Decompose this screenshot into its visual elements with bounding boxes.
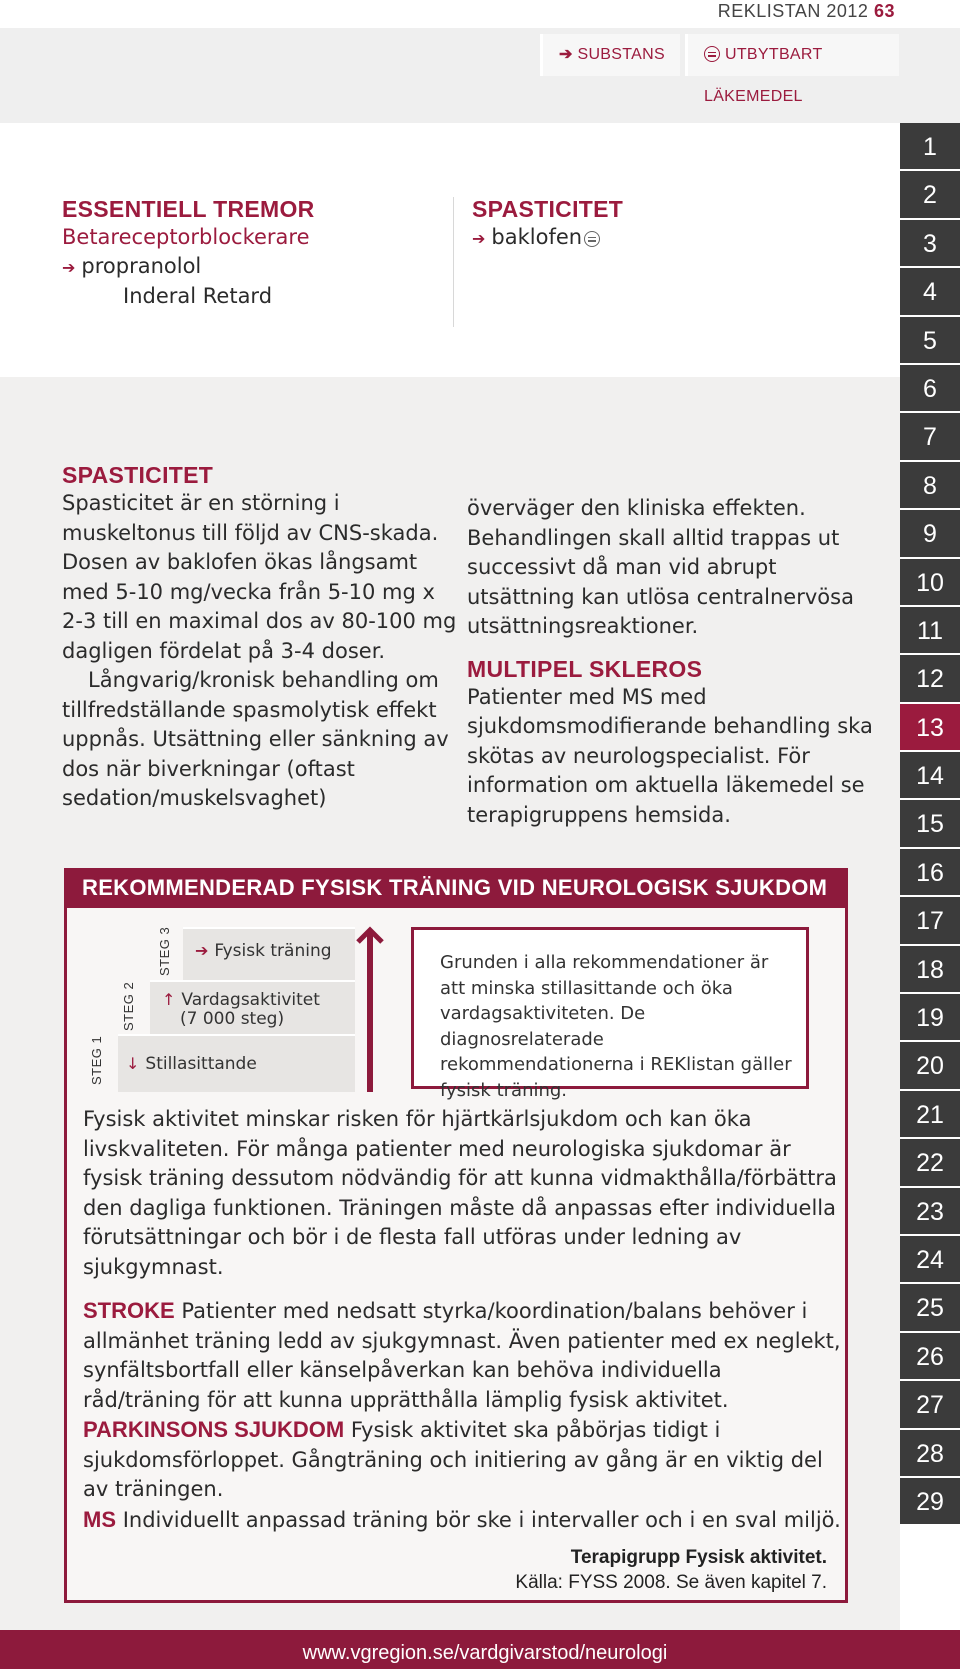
chapter-tab-12[interactable]: 12 xyxy=(900,655,960,703)
tab-substans[interactable] xyxy=(540,34,680,76)
stroke-text: Patienter med nedsatt styrka/koordination/balans behöver i allmänhet träning ledd av sjukgymnast. Även patienter med ex neglekt, synfältsbortfall eller känselpåverkan kan behöva individuella råd/träning för att kunna upprätthålla lämplig fysisk aktivitet. xyxy=(83,1299,841,1412)
spasticitet-drug-section xyxy=(472,196,852,253)
chapter-tab-16[interactable]: 16 xyxy=(900,849,960,897)
chapter-tab-11[interactable]: 11 xyxy=(900,607,960,655)
chapter-index xyxy=(900,123,960,1526)
drug-class: Betareceptorblockerare xyxy=(62,225,310,249)
chapter-tab-8[interactable]: 8 xyxy=(900,462,960,510)
ms-paragraph: Patienter med MS med sjukdomsmodifierande behandling ska skötas av neurologspecialist. För information om aktuella läkemedel se terapigruppens hemsida. xyxy=(467,684,873,827)
grund-box xyxy=(411,927,809,1101)
brand-inderal-retard: Inderal Retard xyxy=(123,284,273,308)
chapter-tab-24[interactable]: 24 xyxy=(900,1236,960,1284)
credit-line-1: Terapigrupp Fysisk aktivitet. xyxy=(570,1547,827,1568)
chapter-tab-9[interactable]: 9 xyxy=(900,510,960,558)
page-label xyxy=(718,0,895,22)
chapter-tab-29[interactable]: 29 xyxy=(900,1478,960,1526)
step-1 xyxy=(118,1034,355,1092)
chapter-tab-25[interactable]: 25 xyxy=(900,1284,960,1332)
chapter-tab-23[interactable]: 23 xyxy=(900,1188,960,1236)
chapter-tab-28[interactable]: 28 xyxy=(900,1430,960,1478)
step-3 xyxy=(183,927,355,981)
chapter-tab-17[interactable]: 17 xyxy=(900,897,960,945)
page-number: 63 xyxy=(873,1,895,21)
equal-circle-icon xyxy=(704,46,720,62)
tab-substans-label: SUBSTANS xyxy=(577,46,665,63)
chapter-tab-7[interactable]: 7 xyxy=(900,413,960,461)
chapter-tab-20[interactable]: 20 xyxy=(900,1042,960,1090)
grund-text: Grunden i alla rekommendationer är att minska stillasittande och öka vardagsaktiviteten. De diagnosrelaterade rekommendationerna i REKlistan gäller fysisk träning. xyxy=(440,952,792,1101)
step-2-label: Vardagsaktivitet xyxy=(181,990,320,1010)
stroke-keyword: STROKE xyxy=(83,1298,175,1323)
right-text-column xyxy=(467,494,877,830)
equal-circle-icon xyxy=(584,231,600,247)
publication-name: REKLISTAN 2012 xyxy=(717,1,869,21)
spasticitet-text-column xyxy=(62,462,462,814)
ms-text: Individuellt anpassad träning bör ske i intervaller och i en sval miljö. xyxy=(122,1507,841,1532)
chapter-tab-22[interactable]: 22 xyxy=(900,1139,960,1187)
arrow-right-icon: ➔ xyxy=(472,229,486,248)
chapter-tab-2[interactable]: 2 xyxy=(900,171,960,219)
parkinson-keyword: PARKINSONS SJUKDOM xyxy=(83,1417,345,1442)
chapter-tab-18[interactable]: 18 xyxy=(900,946,960,994)
spasticitet-heading: SPASTICITET xyxy=(472,196,624,222)
chapter-tab-6[interactable]: 6 xyxy=(900,365,960,413)
column-divider xyxy=(453,197,454,327)
chapter-tab-14[interactable]: 14 xyxy=(900,752,960,800)
chapter-tab-26[interactable]: 26 xyxy=(900,1333,960,1381)
tab-utbytbart[interactable] xyxy=(685,34,899,105)
spasticitet-text-heading: SPASTICITET xyxy=(62,462,214,488)
chapter-tab-15[interactable]: 15 xyxy=(900,800,960,848)
up-arrow-icon xyxy=(356,926,384,1092)
drug-baklofen[interactable]: baklofen xyxy=(491,225,583,249)
step-2-sublabel: (7 000 steg) xyxy=(180,1009,285,1029)
essentiell-tremor-section xyxy=(62,196,442,311)
drug-propranolol[interactable]: propranolol xyxy=(81,254,202,278)
ms-heading: MULTIPEL SKLEROS xyxy=(467,655,703,682)
chapter-tab-21[interactable]: 21 xyxy=(900,1091,960,1139)
steg-3-label: STEG 3 xyxy=(157,926,172,976)
steg-1-label: STEG 1 xyxy=(89,1035,104,1085)
chapter-tab-13[interactable]: 13 xyxy=(900,704,960,752)
credit-line-2: Källa: FYSS 2008. Se även kapitel 7. xyxy=(515,1572,827,1593)
chapter-tab-4[interactable]: 4 xyxy=(900,268,960,316)
arrow-up-icon: ↑ xyxy=(162,990,176,1009)
arrow-up-icon: ➔ xyxy=(195,941,209,960)
chapter-tab-3[interactable]: 3 xyxy=(900,220,960,268)
arrow-right-icon: ➔ xyxy=(62,258,76,277)
chapter-tab-1[interactable]: 1 xyxy=(900,123,960,171)
footer-url[interactable]: www.vgregion.se/vardgivarstod/neurologi xyxy=(0,1630,960,1669)
spasticitet-paragraph-1: Spasticitet är en störning i muskeltonus till följd av CNS-skada. Dosen av baklofen ökas långsamt med 5-10 mg/vecka från 5-10 mg x 2-3 till en maximal dos av 80-100 mg dagligen fördelat på 3-4 doser. xyxy=(62,491,457,663)
credit xyxy=(83,1545,827,1595)
tab-utbytbart-label: UTBYTBART LÄKEMEDEL xyxy=(704,46,823,105)
chapter-tab-19[interactable]: 19 xyxy=(900,994,960,1042)
spasticitet-paragraph-2: Långvarig/kronisk behandling om tillfredställande spasmolytisk effekt uppnås. Utsättning eller sänkning av dos när biverkningar (oftast sedation/muskelsvaghet) xyxy=(62,668,449,810)
chapter-tab-27[interactable]: 27 xyxy=(900,1381,960,1429)
recommendation-title: REKOMMENDERAD FYSISK TRÄNING VID NEUROLOGISK SJUKDOM xyxy=(64,868,848,908)
recommendation-intro: Fysisk aktivitet minskar risken för hjärtkärlsjukdom och kan öka livskvaliteten. För många patienter med neurologiska sjukdomar är fysisk träning dessutom nödvändig för att kunna vidmakthålla/förbättra den dagliga funktionen. Träningen måste då anpassas efter individuella förutsättningar och bör i de flesta fall utföras under ledning av sjukgymnast. xyxy=(83,1107,837,1279)
chapter-tab-5[interactable]: 5 xyxy=(900,317,960,365)
ms-keyword: MS xyxy=(83,1506,116,1532)
step-1-label: Stillasittande xyxy=(145,1054,257,1074)
parkinson-text: Fysisk aktivitet ska påbörjas tidigt i sjukdomsförloppet. Gångträning och initiering av gång är en viktig del av träningen. xyxy=(83,1418,823,1501)
steg-2-label: STEG 2 xyxy=(121,981,136,1031)
top-header xyxy=(0,0,960,28)
step-3-label: Fysisk träning xyxy=(214,941,332,961)
chapter-tab-10[interactable]: 10 xyxy=(900,559,960,607)
essentiell-tremor-heading: ESSENTIELL TREMOR xyxy=(62,196,315,222)
spasticitet-paragraph-3: överväger den kliniska effekten. Behandlingen skall alltid trappas ut successivt då man vid abrupt utsättning kan utlösa centralnervösa utsättningsreaktioner. xyxy=(467,496,854,638)
step-2 xyxy=(150,980,355,1036)
arrow-right-icon: ➔ xyxy=(559,46,573,63)
arrow-down-icon: ↓ xyxy=(126,1054,140,1073)
recommendation-body xyxy=(83,1105,841,1535)
